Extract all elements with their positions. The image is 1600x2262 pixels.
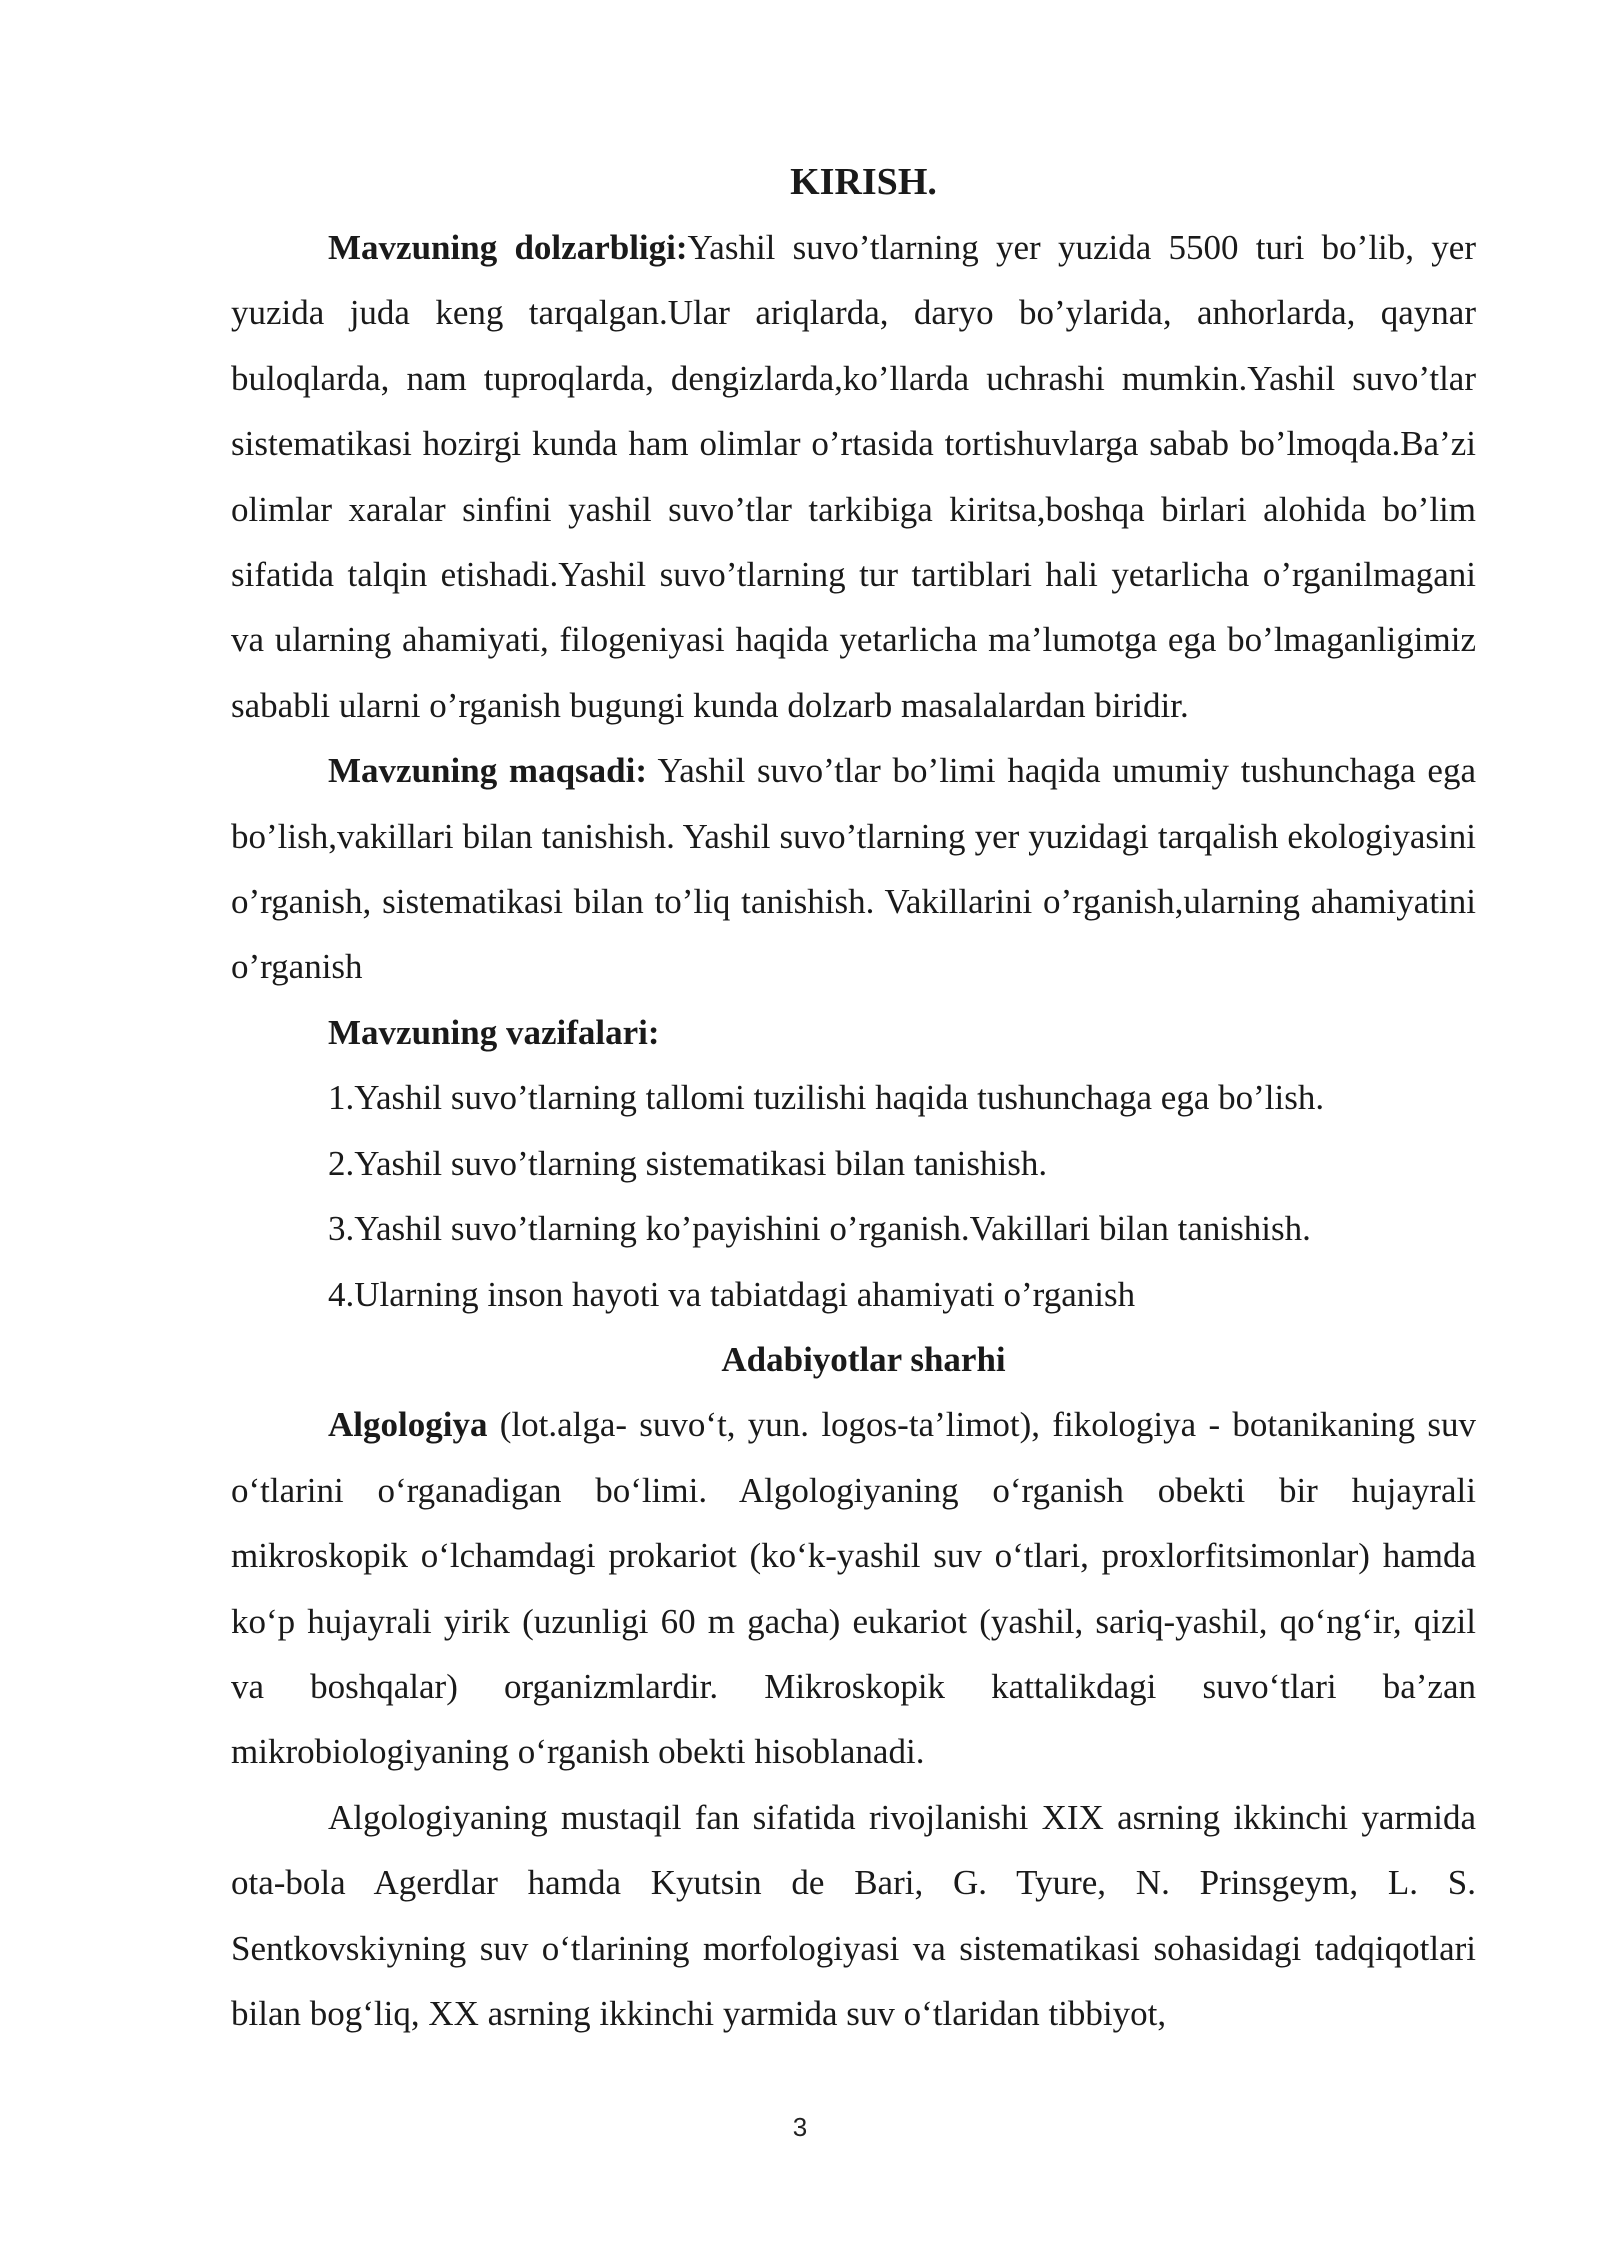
paragraph-dolzarblik <box>231 215 1476 738</box>
vazifa-item-4: 4.Ularning inson hayoti va tabiatdagi ahamiyati o’rganish <box>328 1274 1136 1314</box>
algologiya-text: (lot.alga- suvo‘t, yun. logos-ta’limot), fikologiya - botanikaning suv o‘tlarini o‘rganadigan bo‘limi. Algologiyaning o‘rganish obekti bir hujayrali mikroskopik o‘lchamdagi prokariot (ko‘k-yashil suv o‘tlari, proxlorfitsimonlar) hamda ko‘p hujayrali yirik (uzunligi 60 m gacha) eukariot (yashil, sariq-yashil, qo‘ng‘ir, qizil va boshqalar) organizmlardir. Mikroskopik kattalikdagi suvo‘tlari ba’zan mikrobiologiyaning o‘rganish obekti hisoblanadi. <box>231 1405 1476 1772</box>
vazifa-item-2: 2.Yashil suvo’tlarning sistematikasi bilan tanishish. <box>328 1143 1048 1183</box>
dolzarblik-label: Mavzuning dolzarbligi: <box>328 228 688 267</box>
page-number: 3 <box>792 2112 808 2142</box>
document-page <box>231 150 1476 2046</box>
paragraph-algologiya <box>231 1392 1476 1784</box>
vazifa-item-1: 1.Yashil suvo’tlarning tallomi tuzilishi haqida tushunchaga ega bo’lish. <box>328 1078 1325 1118</box>
page-title: KIRISH. <box>790 161 937 203</box>
section-heading-adabiyotlar: Adabiyotlar sharhi <box>721 1339 1006 1379</box>
maqsad-text: Yashil suvo’tlar bo’limi haqida umumiy tushunchaga ega bo’lish,vakillari bilan tanishish. Yashil suvo’tlarning yer yuzidagi tarqalish ekologiyasini o’rganish, sistematikasi bilan to’liq tanishish. Vakillarini o’rganish,ularning ahamiyatini o’rganish <box>231 751 1476 987</box>
dolzarblik-text: Yashil suvo’tlarning yer yuzida 5500 turi bo’lib, yer yuzida juda keng tarqalgan.Ular ariqlarda, daryo bo’ylarida, anhorlarda, qaynar buloqlarda, nam tuproqlarda, dengizlarda,ko’llarda uchrashi mumkin.Yashil suvo’tlar sistematikasi hozirgi kunda ham olimlar o’rtasida tortishuvlarga sabab bo’lmoqda.Ba’zi olimlar xaralar sinfini yashil suvo’tlar tarkibiga kiritsa,boshqa birlari alohida bo’lim sifatida talqin etishadi.Yashil suvo’tlarning tur tartiblari hali yetarlicha o’rganilmagani va ularning ahamiyati, filogeniyasi haqida yetarlicha ma’lumotga ega bo’lmaganligimiz sababli ularni o’rganish bugungi kunda dolzarb masalalardan biridir. <box>231 228 1476 725</box>
paragraph-maqsad <box>231 738 1476 1000</box>
paragraph-rivojlanish: Algologiyaning mustaqil fan sifatida rivojlanishi XIX asrning ikkinchi yarmida ota-bola Agerdlar hamda Kyutsin de Bari, G. Tyure, N. Prinsgeym, L. S. Sentkovskiyning suv o‘tlarining morfologiyasi va sistematikasi sohasidagi tadqiqotlari bilan bog‘liq, XX asrning ikkinchi yarmida suv o‘tlaridan tibbiyot, <box>231 1797 1476 2033</box>
vazifalar-heading: Mavzuning vazifalari: <box>328 1012 660 1052</box>
vazifa-item-3: 3.Yashil suvo’tlarning ko’payishini o’rganish.Vakillari bilan tanishish. <box>328 1209 1311 1249</box>
maqsad-label: Mavzuning maqsadi: <box>328 751 648 791</box>
algologiya-label: Algologiya <box>328 1405 488 1445</box>
